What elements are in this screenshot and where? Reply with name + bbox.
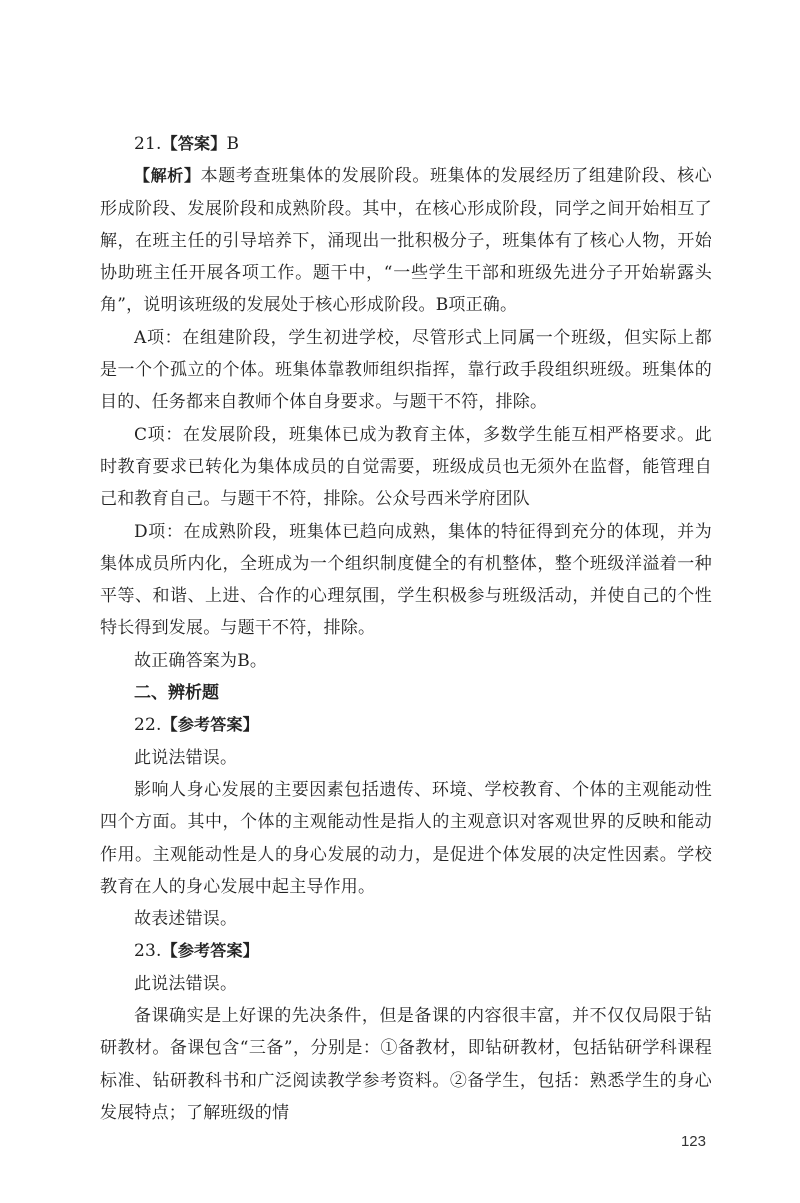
q22-number: 22. [134,715,162,736]
page-number: 123 [680,1133,706,1150]
q22-conclusion: 故表述错误。 [134,909,238,930]
q21-answer-tag: 【答案】 [161,134,227,153]
q21-option-c: C项：在发展阶段，班集体已成为教育主体，多数学生能互相严格要求。此时教育要求已转化为集体成员的自觉需要，班级成员也无须外在监督，能管理自己和教育自己。与题干不符，排除。公众号西米学府团队 [100,424,712,510]
q23-answer-line [100,935,712,967]
q23-number: 23. [134,941,162,962]
q21-answer-line [100,128,712,160]
q21-option-d: D项：在成熟阶段，班集体已趋向成熟，集体的特征得到充分的体现，并为集体成员所内化，全班成为一个组织制度健全的有机整体，整个班级洋溢着一种平等、和谐、上进、合作的心理氛围，学生积极参与班级活动，并使自己的个性特长得到发展。与题干不符，排除。 [100,521,712,639]
q21-conclusion: 故正确答案为B。 [134,650,268,671]
q21-option-a: A项：在组建阶段，学生初进学校，尽管形式上同属一个班级，但实际上都是一个个孤立的个体。班集体靠教师组织指挥，靠行政手段组织班级。班集体的目的、任务都来自教师个体自身要求。与题干不符，排除。 [100,327,712,413]
q21-answer: B [226,134,240,154]
q21-analysis-text: 本题考查班集体的发展阶段。班集体的发展经历了组建阶段、核心形成阶段、发展阶段和成熟阶段。其中，在核心形成阶段，同学之间开始相互了解，在班主任的引导培养下，涌现出一批积极分子，班集体有了核心人物，开始协助班主任开展各项工作。题干中，“一些学生干部和班级先进分子开始崭露头角”，说明该班级的发展处于核心形成阶段。B项正确。 [100,166,712,316]
q22-body: 影响人身心发展的主要因素包括遗传、环境、学校教育、个体的主观能动性四个方面。其中，个体的主观能动性是指人的主观意识对客观世界的反映和能动作用。主观能动性是人的身心发展的动力，是促进个体发展的决定性因素。学校教育在人的身心发展中起主导作用。 [100,779,712,897]
section-heading: 二、辨析题 [134,683,219,704]
q23-body: 备课确实是上好课的先决条件，但是备课的内容很丰富，并不仅仅局限于钻研教材。备课包含“三备”，分别是：①备教材，即钻研教材，包括钻研学科课程标准、钻研教科书和广泛阅读教学参考资料。②备学生，包括：熟悉学生的身心发展特点；了解班级的情 [100,1006,712,1123]
q22-tag: 【参考答案】 [161,715,259,735]
q21-number: 21. [134,134,162,154]
q22-answer-line [100,709,712,741]
q23-verdict: 此说法错误。 [134,973,238,994]
document-page [100,128,712,1129]
q22-verdict: 此说法错误。 [134,747,238,768]
q21-analysis [100,160,712,321]
q23-tag: 【参考答案】 [161,941,259,961]
q21-analysis-tag: 【解析】 [134,166,201,186]
